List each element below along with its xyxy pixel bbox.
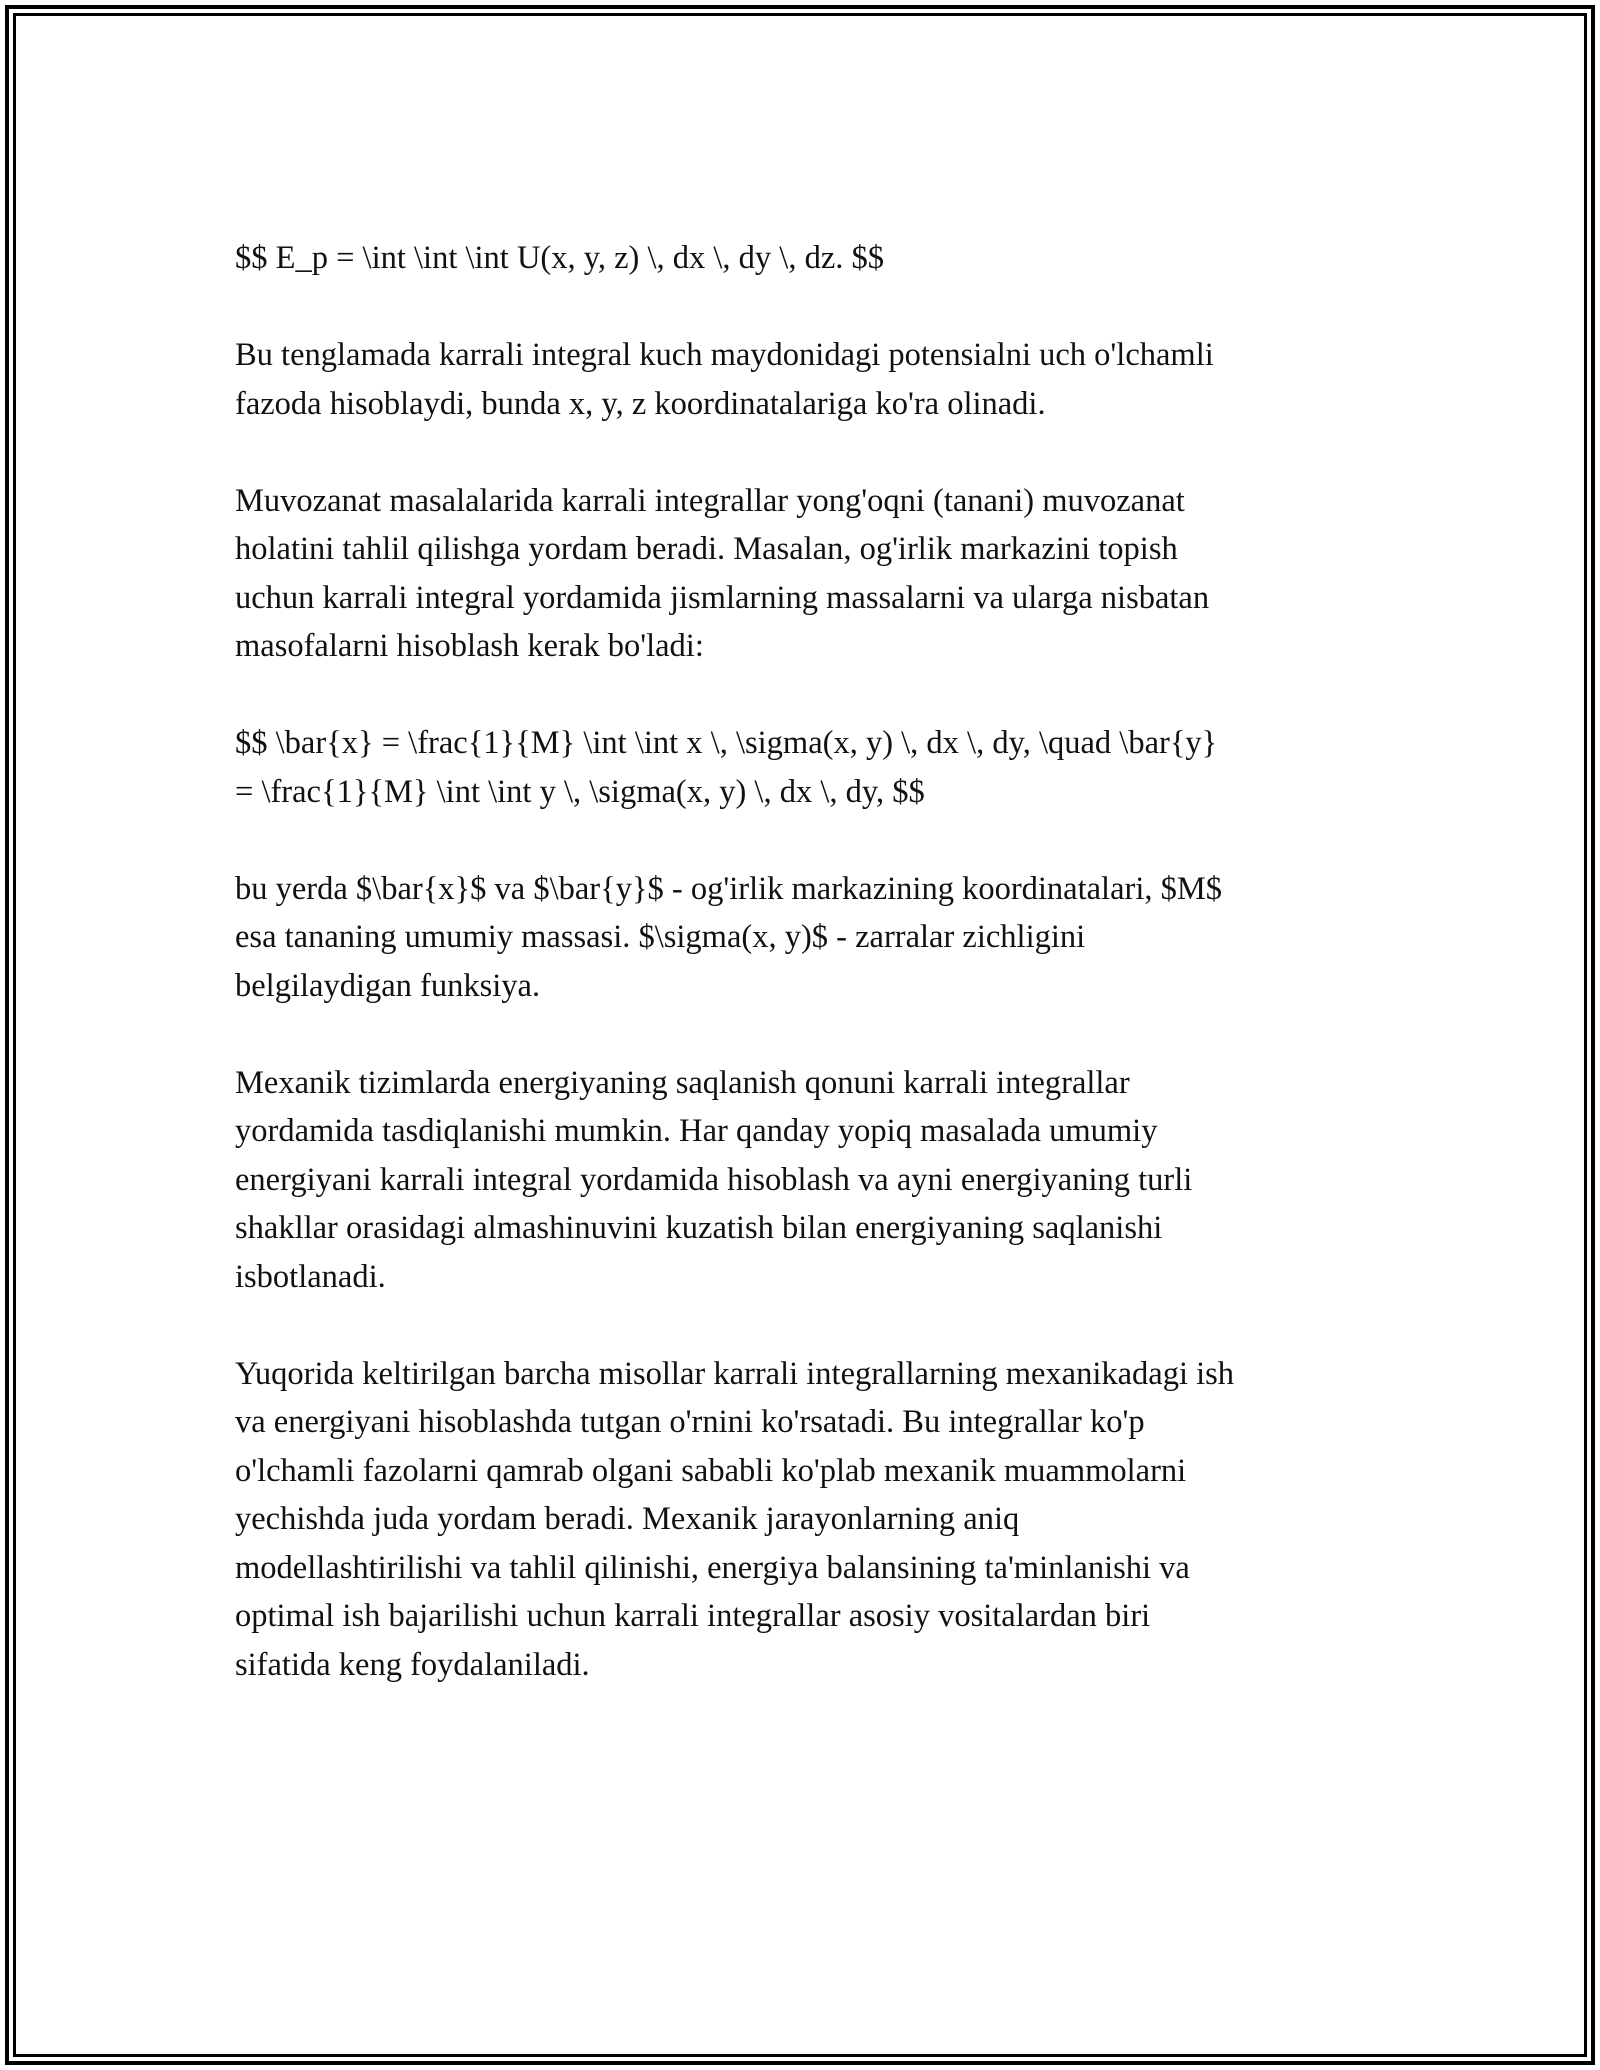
formula-center-of-mass: $$ \bar{x} = \frac{1}{M} \int \int x \, \sigma(x, y) \, dx \, dy, \quad \bar{y} = \frac{1}{M} \int \int y \, \sigma(x, y) \, dx \, dy, $$	[235, 725, 1218, 810]
paragraph-conclusion: Yuqorida keltirilgan barcha misollar karrali integrallarning mexanikadagi ish va energiyani hisoblashda tutgan o'rnini ko'rsatadi. Bu integrallar ko'p o'lchamli fazolarni qamrab olgani sababli ko'plab mexanik muammolarni yechishda juda yordam beradi. Mexanik jarayonlarning aniq modellashtirilishi va tahlil qilinishi, energiya balansining ta'minlanishi va optimal ish bajarilishi uchun karrali integrallar asosiy vositalardan biri sifatida keng foydalaniladi.	[235, 1355, 1235, 1683]
paragraph-center-of-mass-explanation: bu yerda $\bar{x}$ va $\bar{y}$ - og'irlik markazining koordinatalari, $M$ esa tananing umumiy massasi. $\sigma(x, y)$ - zarralar zichligini belgilaydigan funksiya.	[235, 870, 1223, 1004]
paragraph-energy-conservation: Mexanik tizimlarda energiyaning saqlanish qonuni karrali integrallar yordamida tasdiqlanishi mumkin. Har qanday yopiq masalada umumiy energiyani karrali integral yordamida hisoblash va ayni energiyaning turli shakllar orasidagi almashinuvini kuzatish bilan energiyaning saqlanishi isbotlanadi.	[235, 1064, 1193, 1295]
paragraph-equilibrium: Muvozanat masalalarida karrali integrallar yong'oqni (tanani) muvozanat holatini tahlil qilishga yordam beradi. Masalan, og'irlik markazini topish uchun karrali integral yordamida jismlarning massalarni va ularga nisbatan masofalarni hisoblash kerak bo'ladi:	[235, 482, 1210, 664]
document-body	[235, 234, 1375, 1738]
paragraph-potential-explanation: Bu tenglamada karrali integral kuch maydonidagi potensialni uch o'lchamli fazoda hisoblaydi, bunda x, y, z koordinatalariga ko'ra olinadi.	[235, 337, 1214, 422]
formula-potential-energy: $$ E_p = \int \int \int U(x, y, z) \, dx \, dy \, dz. $$	[235, 240, 885, 276]
